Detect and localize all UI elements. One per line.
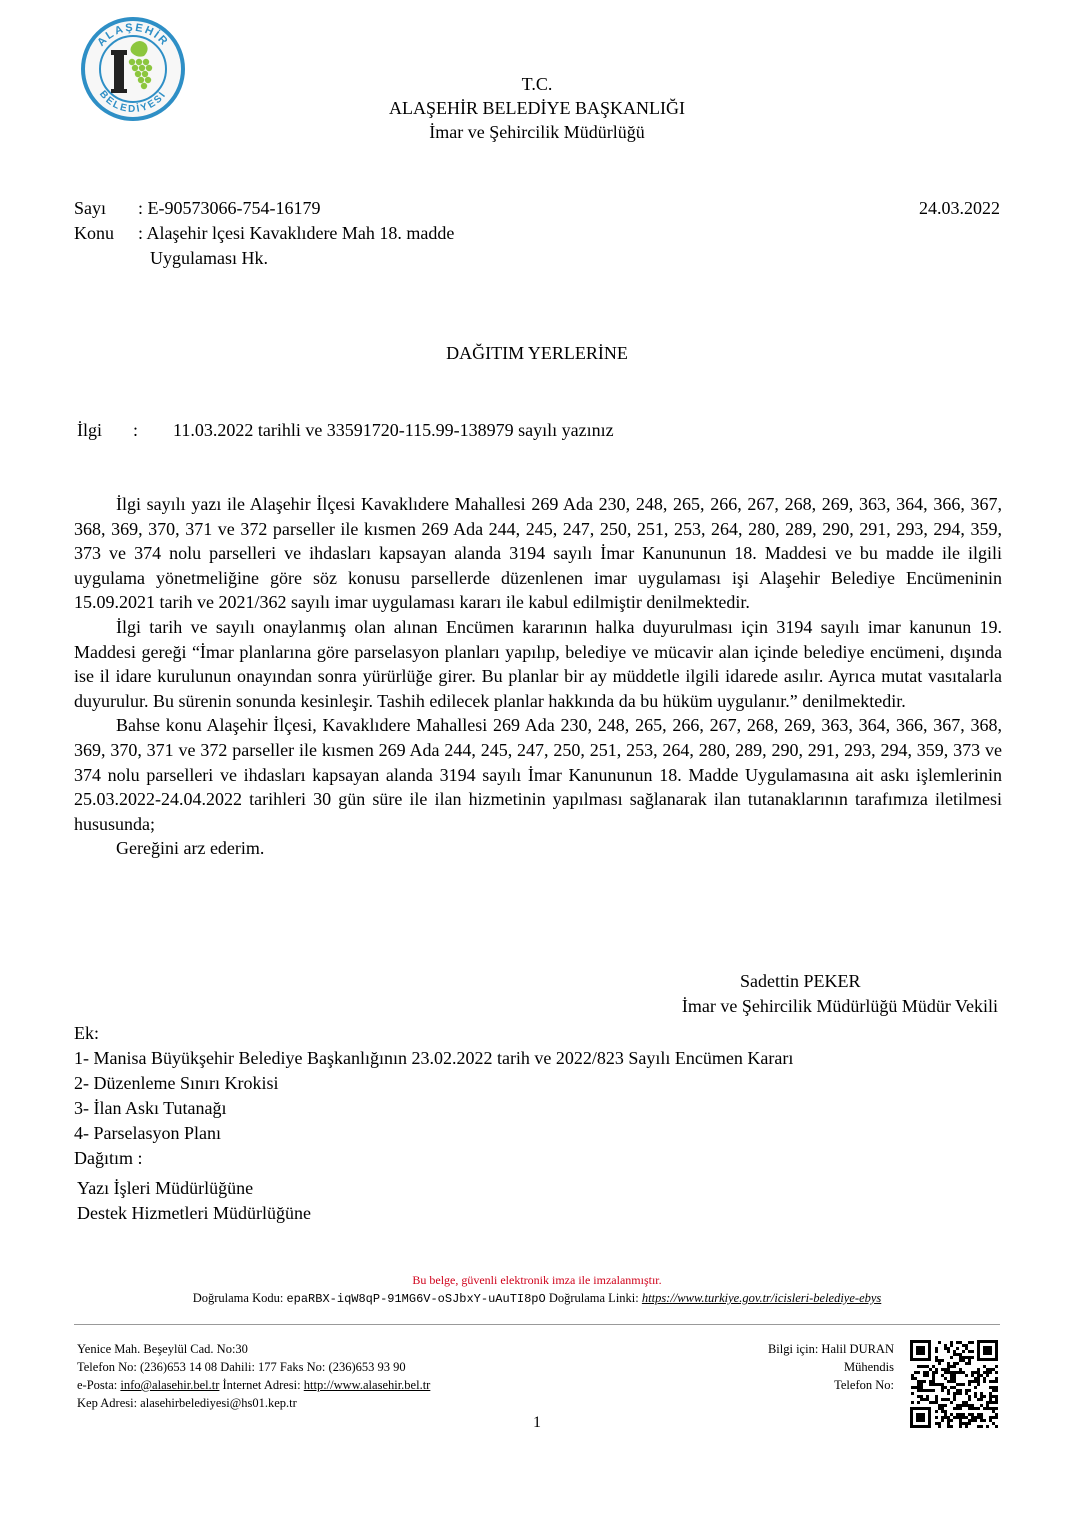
- signatory-title: İmar ve Şehircilik Müdürlüğü Müdür Vekili: [681, 996, 998, 1016]
- verification-link-label: Doğrulama Linki:: [548, 1291, 639, 1305]
- verification-code-label: Doğrulama Kodu:: [192, 1291, 284, 1305]
- footer-kep: Kep Adresi: alasehirbelediyesi@hs01.kep.tr: [77, 1396, 297, 1410]
- signatory-name: Sadettin PEKER: [740, 971, 861, 991]
- konu-value-line1: : Alaşehir lçesi Kavaklıdere Mah 18. madde: [138, 223, 455, 243]
- distribution-label: Dağıtım :: [74, 1148, 143, 1168]
- header-department: İmar ve Şehircilik Müdürlüğü: [429, 122, 645, 142]
- sayi-value: : E-90573066-754-16179: [138, 198, 321, 218]
- verification-code: epaRBX-iqW8qP-91MG6V-oSJbxY-uAuTI8pO: [286, 1292, 546, 1306]
- web-link[interactable]: http://www.alasehir.bel.tr: [303, 1378, 431, 1392]
- body-paragraph-2: İlgi tarih ve sayılı onaylanmış olan alınan Encümen kararının halka duyurulması için 3194 sayılı imar kanunun 19. Maddesi gereği “İmar planlarına göre parselasyon planları yapılıp, belediye ve mücavir alan içinde belediye encümeni, dışında ise il idare kurulunun onayından sonra yürürlüğe girer. Bu planlar bir ay müddetle ilgili idarede asılır. Ayrıca mutat vasıtalarla duyurulur. Bu sürenin sonunda kesinleşir. Tashih edilecek planlar hakkında da bu hüküm uygulanır.” denilmektedir.: [74, 616, 1002, 711]
- logo-text-bottom: BELEDİYESİ: [96, 88, 170, 116]
- body-paragraph-1: İlgi sayılı yazı ile Alaşehir İlçesi Kavaklıdere Mahallesi 269 Ada 230, 248, 265, 266, 267, 268, 269, 363, 364, 366, 367, 368, 369, 370, 371 ve 372 parseller ile kısmen 269 Ada 244, 245, 247, 250, 251, 253, 264, 280, 289, 290, 291, 293, 294, 359, 373 ve 374 nolu parselleri ve ihdasları kapsayan alanda 3194 sayılı İmar Kanununun 18. Maddesi ve bu madde ile ilgili uygulama yönetmeliğine göre söz konusu parsellerde düzenlenen imar uygulaması işi Alaşehir Belediye Encümeninin 15.09.2021 tarih ve 2021/362 sayılı imar uygulaması kararı ile kabul edilmiştir denilmektedir.: [74, 494, 1002, 613]
- document-date: 24.03.2022: [919, 198, 1000, 218]
- verification-line: [0, 1290, 1074, 1308]
- attachment-item: 4- Parselasyon Planı: [74, 1123, 221, 1143]
- footer-phone: Telefon No: (236)653 14 08 Dahili: 177 Faks No: (236)653 93 90: [77, 1360, 406, 1374]
- ilgi-label: İlgi: [77, 420, 102, 440]
- header-institution: ALAŞEHİR BELEDİYE BAŞKANLIĞI: [389, 98, 685, 118]
- esign-notice: Bu belge, güvenli elektronik imza ile imzalanmıştır.: [412, 1273, 662, 1287]
- footer-divider: [74, 1324, 1000, 1325]
- header-country: T.C.: [521, 74, 553, 94]
- ilgi-value: 11.03.2022 tarihli ve 33591720-115.99-138979 sayılı yazınız: [173, 420, 614, 440]
- konu-value-line2: Uygulaması Hk.: [150, 248, 268, 268]
- ilgi-colon: :: [133, 420, 139, 440]
- footer-contact: [77, 1377, 430, 1394]
- page-number: 1: [533, 1414, 541, 1431]
- recipient: DAĞITIM YERLERİNE: [446, 343, 628, 363]
- web-label: İnternet Adresi:: [222, 1378, 301, 1392]
- distribution-item: Yazı İşleri Müdürlüğüne: [77, 1178, 254, 1198]
- attachment-item: 3- İlan Askı Tutanağı: [74, 1098, 227, 1118]
- distribution-item: Destek Hizmetleri Müdürlüğüne: [77, 1203, 311, 1223]
- email-label: e-Posta:: [77, 1378, 118, 1392]
- konu-label: Konu: [74, 223, 114, 243]
- body-paragraph-4: Gereğini arz ederim.: [116, 838, 265, 859]
- attachments-label: Ek:: [74, 1023, 99, 1043]
- attachment-item: 1- Manisa Büyükşehir Belediye Başkanlığının 23.02.2022 tarih ve 2022/823 Sayılı Encümen Kararı: [74, 1048, 794, 1068]
- info-phone: Telefon No:: [834, 1378, 894, 1392]
- sayi-label: Sayı: [74, 198, 107, 218]
- letter-body: [74, 492, 1002, 861]
- info-title: Mühendis: [844, 1360, 894, 1374]
- verification-link[interactable]: https://www.turkiye.gov.tr/icisleri-belediye-ebys: [641, 1291, 882, 1305]
- footer-address: Yenice Mah. Beşeylül Cad. No:30: [77, 1342, 248, 1356]
- logo-text-top: ALAŞEHİR: [95, 21, 171, 49]
- body-paragraph-3: Bahse konu Alaşehir İlçesi, Kavaklıdere Mahallesi 269 Ada 230, 248, 265, 266, 267, 268, 269, 363, 364, 366, 367, 368, 369, 370, 371 ve 372 parseller ile kısmen 269 Ada 244, 245, 247, 250, 251, 253, 264, 280, 289, 290, 291, 293, 294, 359, 373 ve 374 nolu parselleri ve ihdasları kapsayan alanda 3194 sayılı İmar Kanununun 18. Madde Uygulamasına ait askı işlemlerinin 25.03.2022-24.04.2022 tarihleri 30 gün süre ile ilan hizmetinin yapılması sağlanarak ilan tutanaklarının tarafımıza iletilmesi hususunda;: [74, 715, 1002, 834]
- email-link[interactable]: info@alasehir.bel.tr: [120, 1378, 220, 1392]
- info-contact: Bilgi için: Halil DURAN: [767, 1342, 894, 1356]
- attachment-item: 2- Düzenleme Sınırı Krokisi: [74, 1073, 279, 1093]
